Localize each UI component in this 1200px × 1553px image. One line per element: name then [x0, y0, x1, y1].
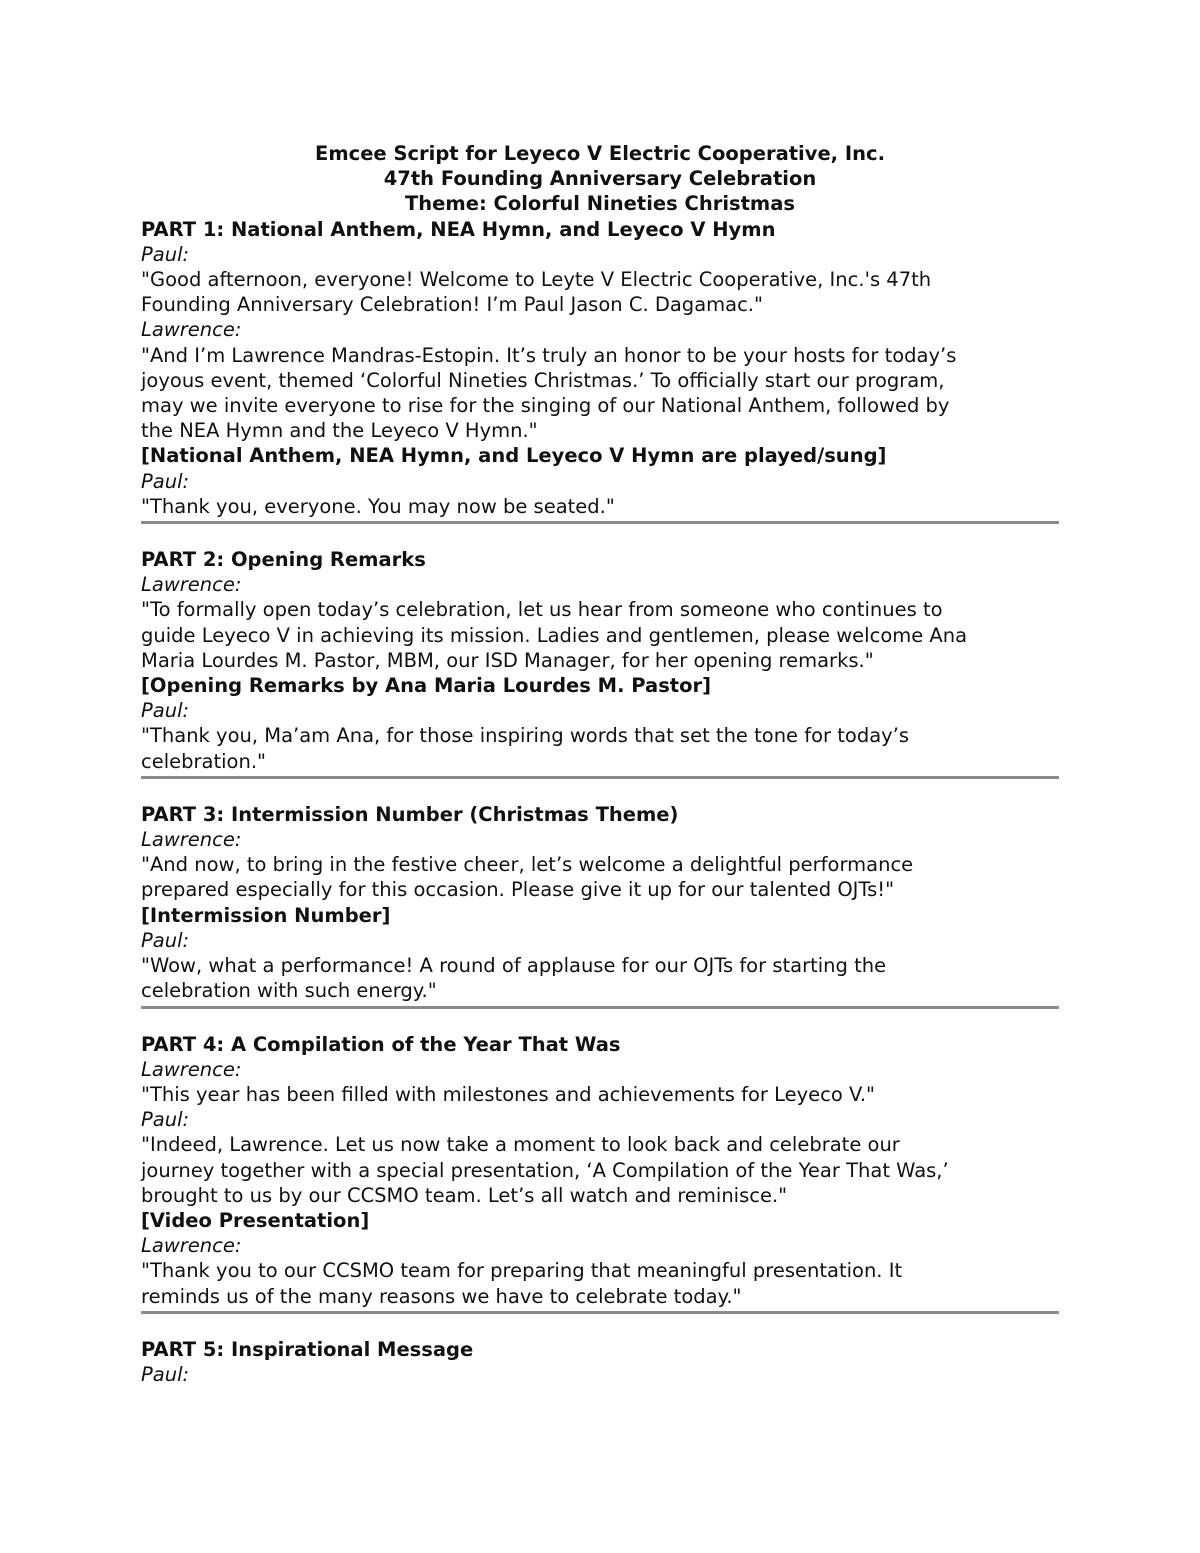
part-heading: PART 1: National Anthem, NEA Hymn, and Leyeco V Hymn	[141, 217, 776, 241]
dialogue-line: "Wow, what a performance! A round of applause for our OJTs for starting the	[141, 954, 887, 978]
speaker-label: Paul:	[141, 469, 190, 493]
dialogue-line: reminds us of the many reasons we have to celebrate today."	[141, 1284, 742, 1308]
speaker-label: Paul:	[141, 1362, 190, 1386]
dialogue-line: "Indeed, Lawrence. Let us now take a moment to look back and celebrate our	[141, 1133, 900, 1157]
dialogue-line: "To formally open today’s celebration, let us hear from someone who continues to	[141, 598, 943, 622]
document-page	[141, 141, 1059, 1387]
dialogue-line: Founding Anniversary Celebration! I’m Paul Jason C. Dagamac."	[141, 293, 763, 317]
section-divider	[141, 1311, 1059, 1314]
stage-cue: [Opening Remarks by Ana Maria Lourdes M. Pastor]	[141, 674, 712, 698]
dialogue-line: joyous event, themed ‘Colorful Nineties Christmas.’ To officially start our program,	[141, 368, 945, 392]
dialogue-line: "This year has been filled with milestones and achievements for Leyeco V."	[141, 1082, 875, 1106]
speaker-label: Lawrence:	[141, 318, 242, 342]
part-2-section	[141, 547, 1059, 779]
dialogue-line: prepared especially for this occasion. Please give it up for our talented OJTs!"	[141, 878, 895, 902]
dialogue-line: "Thank you, everyone. You may now be seated."	[141, 494, 615, 518]
dialogue-line: "Good afternoon, everyone! Welcome to Leyte V Electric Cooperative, Inc.'s 47th	[141, 268, 932, 292]
dialogue-line: "And I’m Lawrence Mandras-Estopin. It’s truly an honor to be your hosts for today’s	[141, 343, 957, 367]
part-5-section	[141, 1337, 1059, 1387]
stage-cue: [Intermission Number]	[141, 903, 391, 927]
part-4-section	[141, 1032, 1059, 1314]
section-divider	[141, 1006, 1059, 1009]
speaker-label: Lawrence:	[141, 1057, 242, 1081]
title-line: Emcee Script for Leyeco V Electric Cooperative, Inc.	[315, 142, 885, 165]
speaker-label: Paul:	[141, 242, 190, 266]
section-divider	[141, 521, 1059, 524]
part-heading: PART 5: Inspirational Message	[141, 1337, 474, 1361]
stage-cue: [National Anthem, NEA Hymn, and Leyeco V Hymn are played/sung]	[141, 444, 887, 468]
part-1-section	[141, 217, 1059, 524]
theme-line: Theme: Colorful Nineties Christmas	[404, 192, 796, 216]
part-heading: PART 2: Opening Remarks	[141, 548, 426, 572]
speaker-label: Lawrence:	[141, 828, 242, 852]
part-heading: PART 3: Intermission Number (Christmas Theme)	[141, 802, 679, 826]
dialogue-line: Maria Lourdes M. Pastor, MBM, our ISD Manager, for her opening remarks."	[141, 648, 874, 672]
subtitle-line: 47th Founding Anniversary Celebration	[383, 167, 817, 191]
part-3-section	[141, 802, 1059, 1009]
dialogue-line: guide Leyeco V in achieving its mission. Ladies and gentlemen, please welcome Ana	[141, 623, 968, 647]
speaker-label: Lawrence:	[141, 1234, 242, 1258]
dialogue-line: "Thank you to our CCSMO team for preparing that meaningful presentation. It	[141, 1259, 903, 1283]
section-divider	[141, 776, 1059, 779]
speaker-label: Paul:	[141, 1108, 190, 1132]
dialogue-line: "And now, to bring in the festive cheer, let’s welcome a delightful performance	[141, 853, 914, 877]
dialogue-line: journey together with a special presentation, ‘A Compilation of the Year That Was,’	[141, 1158, 949, 1182]
dialogue-line: brought to us by our CCSMO team. Let’s all watch and reminisce."	[141, 1183, 788, 1207]
speaker-label: Paul:	[141, 699, 190, 723]
speaker-label: Lawrence:	[141, 573, 242, 597]
dialogue-line: the NEA Hymn and the Leyeco V Hymn."	[141, 419, 538, 443]
dialogue-line: may we invite everyone to rise for the singing of our National Anthem, followed by	[141, 394, 950, 418]
dialogue-line: celebration with such energy."	[141, 979, 437, 1003]
document-title	[141, 141, 1059, 217]
part-heading: PART 4: A Compilation of the Year That Was	[141, 1032, 621, 1056]
speaker-label: Paul:	[141, 928, 190, 952]
dialogue-line: celebration."	[141, 749, 266, 773]
stage-cue: [Video Presentation]	[141, 1208, 370, 1232]
dialogue-line: "Thank you, Ma’am Ana, for those inspiring words that set the tone for today’s	[141, 724, 910, 748]
